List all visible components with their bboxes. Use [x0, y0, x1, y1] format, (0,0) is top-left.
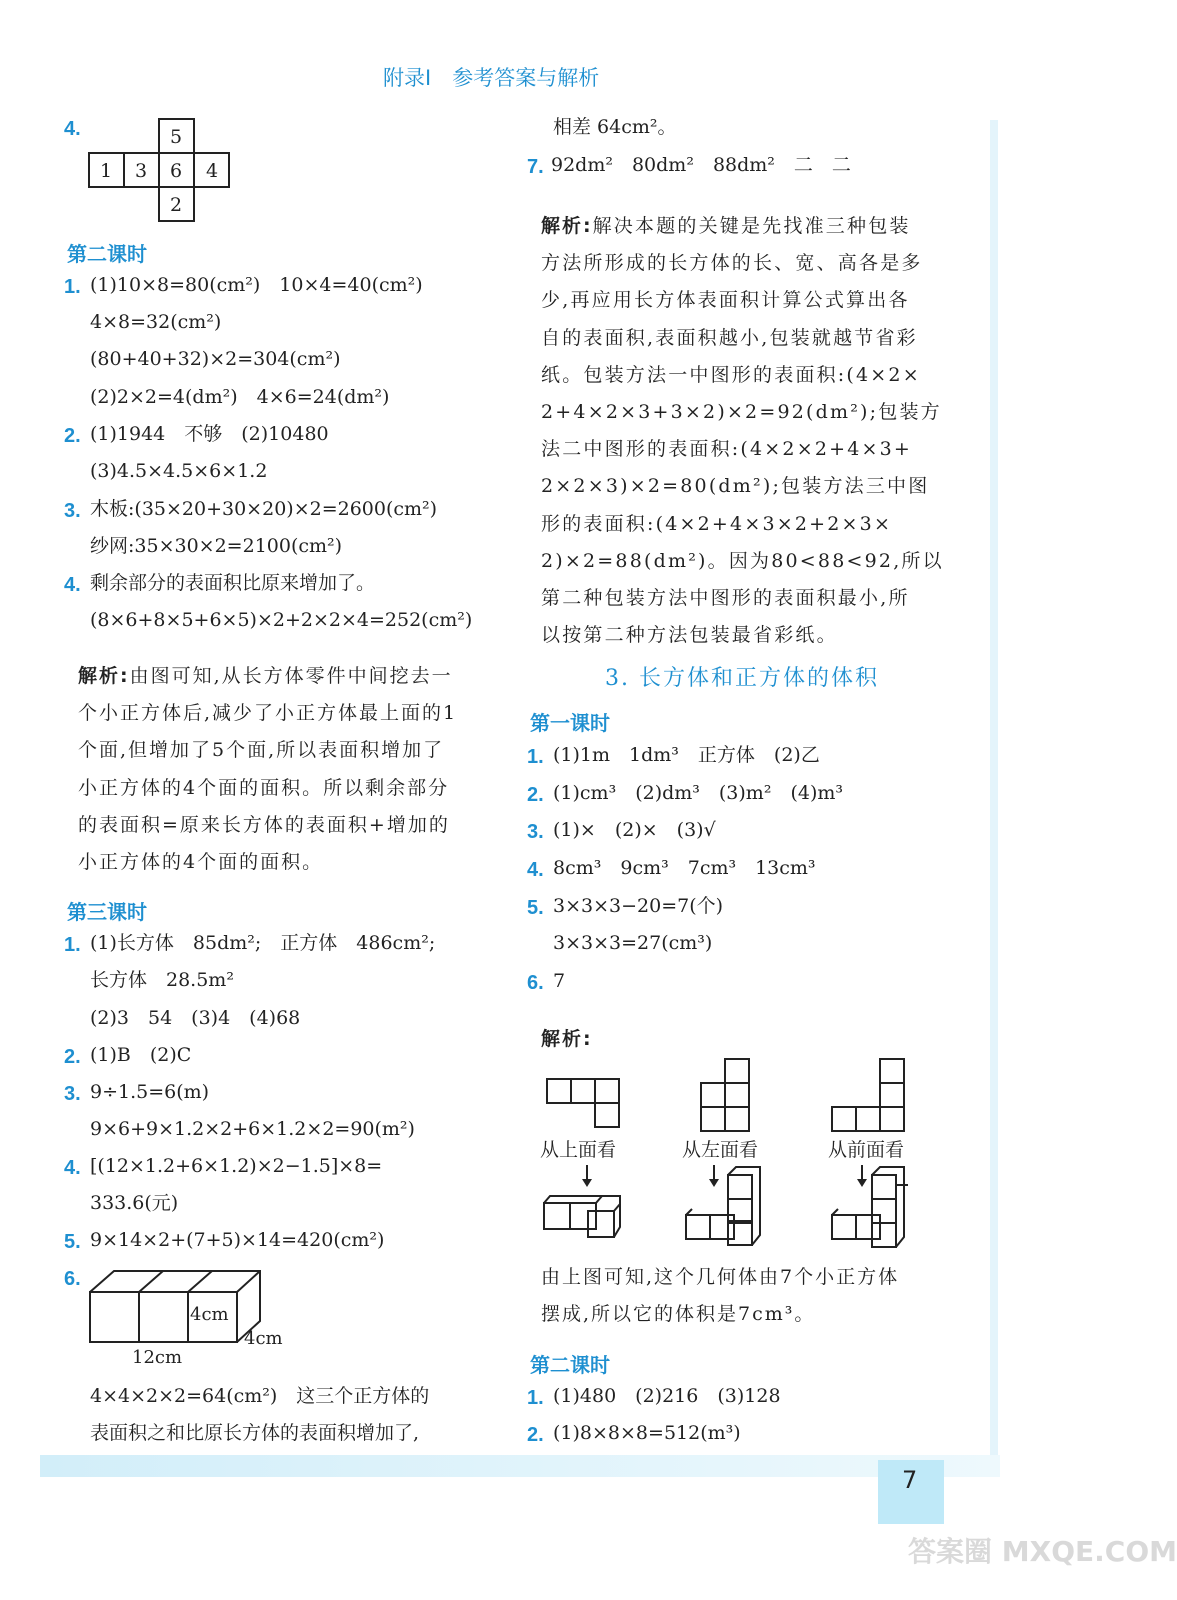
- explanation-line: [541, 394, 961, 431]
- explanation-line: [541, 506, 961, 543]
- explanation-line: [541, 245, 961, 282]
- page-header: 附录Ⅰ 参考答案与解析: [383, 66, 600, 90]
- explanation-text: 少,再应用长方体表面积计算公式算出各: [541, 289, 910, 312]
- three-views-figure: [536, 1055, 956, 1250]
- question-number: 4.: [64, 574, 81, 596]
- explanation-text: 小正方体的4个面的面积。: [78, 851, 324, 874]
- answer-line: 纱网:35×30×2=2100(cm²): [90, 535, 343, 557]
- left-view-grid: [701, 1059, 749, 1131]
- explanation-label: 解析:: [541, 215, 593, 237]
- net-label: 6: [169, 160, 183, 182]
- question-number: 4.: [64, 1157, 81, 1179]
- question-number: 3.: [64, 500, 81, 522]
- answer-line: 木板:(35×20+30×20)×2=2600(cm²): [90, 498, 438, 520]
- net-label: 5: [169, 126, 183, 148]
- answer-line: (1)1m 1dm³ 正方体 (2)乙: [553, 744, 820, 766]
- cube-net-figure: [88, 118, 233, 224]
- explanation-label: 解析:: [78, 665, 130, 687]
- answer-line: 4×8=32(cm²): [90, 311, 222, 333]
- explanation-text: 2)×2=88(dm²)。因为80<88<92,所以: [541, 549, 944, 572]
- cube-stack-front: [832, 1167, 908, 1247]
- answer-line: 4×4×2×2=64(cm²) 这三个正方体的: [90, 1385, 430, 1407]
- answer-line: (1)cm³ (2)dm³ (3)m² (4)m³: [553, 782, 843, 804]
- answer-line: (1)B (2)C: [90, 1044, 192, 1066]
- page-number: 7: [902, 1466, 918, 1494]
- net-label: 2: [169, 194, 183, 216]
- cuboid-height-label: 4cm: [190, 1304, 229, 1325]
- answer-line: (3)4.5×4.5×6×1.2: [90, 460, 268, 482]
- answer-line: (1)8×8×8=512(m³): [553, 1422, 741, 1444]
- question-number: 3.: [527, 821, 544, 843]
- question-number: 2.: [527, 1424, 544, 1446]
- explanation-text: 解决本题的关键是先找准三种包装: [592, 215, 911, 237]
- explanation-text: 2+4×2×3+3×2)×2=92(dm²);包装方: [541, 401, 942, 424]
- answer-line: 3×3×3=27(cm³): [553, 932, 713, 954]
- explanation-line: [78, 732, 498, 769]
- answer-line: 333.6(元): [90, 1192, 179, 1214]
- right-margin-band: [990, 120, 998, 1470]
- answer-line: 3×3×3−20=7(个): [553, 895, 724, 917]
- answer-line: (1)1944 不够 (2)10480: [90, 423, 329, 445]
- explanation-line: [541, 617, 961, 654]
- views-conclusion: 由上图可知,这个几何体由7个小正方体: [541, 1266, 900, 1288]
- explanation-text: 的表面积=原来长方体的表面积+增加的: [78, 813, 450, 836]
- net-label: 4: [205, 160, 219, 182]
- explanation-line: [78, 770, 498, 807]
- answer-line: (1)480 (2)216 (3)128: [553, 1385, 781, 1407]
- question-number: 1.: [527, 746, 544, 768]
- cube-stack-top: [544, 1196, 620, 1237]
- front-view-grid: [832, 1059, 904, 1131]
- explanation-line: [78, 844, 498, 881]
- explanation-line: [541, 320, 961, 357]
- section-title: 第三课时: [67, 900, 147, 924]
- views-label: 解析:: [541, 1028, 593, 1050]
- question-number: 2.: [64, 425, 81, 447]
- cuboid-figure: [86, 1268, 296, 1368]
- cuboid-width-label: 12cm: [132, 1347, 183, 1368]
- answer-line: (2)3 54 (3)4 (4)68: [90, 1007, 301, 1029]
- explanation-text: 形的表面积:(4×2+4×3×2+2×3×: [541, 512, 893, 535]
- question-number: 1.: [64, 934, 81, 956]
- answer-line: 表面积之和比原长方体的表面积增加了,: [90, 1422, 420, 1444]
- explanation-text: 由图可知,从长方体零件中间挖去一: [129, 665, 453, 687]
- net-label: 1: [99, 160, 113, 182]
- answer-line: (8×6+8×5+6×5)×2+2×2×4=252(cm²): [90, 609, 473, 631]
- section-title: 第二课时: [530, 1353, 610, 1377]
- question-number: 4.: [527, 859, 544, 881]
- explanation-line: [541, 468, 961, 505]
- question-number: 5.: [527, 897, 544, 919]
- left-explanation: [78, 658, 498, 881]
- explanation-text: 法二中图形的表面积:(4×2×2+4×3+: [541, 438, 913, 461]
- bottom-band: [40, 1455, 1000, 1477]
- front-view-caption: 从前面看: [828, 1139, 905, 1161]
- answer-line: 剩余部分的表面积比原来增加了。: [90, 572, 376, 594]
- answer-line: [(12×1.2+6×1.2)×2−1.5]×8=: [90, 1155, 383, 1177]
- answer-line: 9×14×2+(7+5)×14=420(cm²): [90, 1229, 385, 1251]
- answer-line: (1)10×8=80(cm²) 10×4=40(cm²): [90, 274, 423, 296]
- explanation-text: 小正方体的4个面的面积。所以剩余部分: [78, 776, 450, 799]
- explanation-text: 2×2×3)×2=80(dm²);包装方法三中图: [541, 475, 930, 498]
- question-number: 1.: [64, 276, 81, 298]
- question-number: 2.: [64, 1046, 81, 1068]
- explanation-text: 个面,但增加了5个面,所以表面积增加了: [78, 739, 445, 762]
- question-number: 6.: [527, 972, 544, 994]
- explanation-text: 第二种包装方法中图形的表面积最小,所: [541, 587, 910, 610]
- cuboid-depth-label: 4cm: [244, 1328, 283, 1349]
- section-title: 第二课时: [67, 242, 147, 266]
- question-number: 7.: [527, 156, 544, 178]
- top-view-grid: [547, 1079, 619, 1127]
- right-explanation: [541, 208, 961, 654]
- explanation-line: [541, 357, 961, 394]
- chapter-title: 3. 长方体和正方体的体积: [605, 666, 879, 691]
- question-number: 2.: [527, 784, 544, 806]
- question-number: 5.: [64, 1231, 81, 1253]
- answer-line: (1)× (2)× (3)√: [553, 819, 716, 841]
- explanation-line: [78, 807, 498, 844]
- answer-line: (2)2×2=4(dm²) 4×6=24(dm²): [90, 386, 390, 408]
- explanation-text: 以按第二种方法包装最省彩纸。: [541, 624, 838, 647]
- explanation-text: 纸。包装方法一中图形的表面积:(4×2×: [541, 363, 921, 386]
- explanation-line: [78, 658, 498, 695]
- explanation-text: 方法所形成的长方体的长、宽、高各是多: [541, 252, 923, 275]
- answer-line: 9×6+9×1.2×2+6×1.2×2=90(m²): [90, 1118, 415, 1140]
- answer-line: 相差 64cm²。: [553, 116, 677, 138]
- explanation-line: [541, 543, 961, 580]
- question-number: 3.: [64, 1083, 81, 1105]
- answer-line: 7: [553, 970, 566, 992]
- top-view-caption: 从上面看: [540, 1139, 617, 1161]
- explanation-text: 自的表面积,表面积越小,包装就越节省彩: [541, 326, 918, 349]
- explanation-line: [541, 282, 961, 319]
- question-number: 1.: [527, 1387, 544, 1409]
- answer-line: (1)长方体 85dm²; 正方体 486cm²;: [90, 932, 436, 954]
- explanation-text: 个小正方体后,减少了小正方体最上面的1: [78, 702, 458, 725]
- explanation-line: [541, 580, 961, 617]
- answer-line: 长方体 28.5m²: [90, 969, 234, 991]
- answer-line: 9÷1.5=6(m): [90, 1081, 210, 1103]
- watermark: 答案圈 MXQE.COM: [908, 1535, 1177, 1568]
- section-title: 第一课时: [530, 711, 610, 735]
- net-label: 3: [134, 160, 148, 182]
- answer-line: (80+40+32)×2=304(cm²): [90, 348, 341, 370]
- explanation-line: [541, 431, 961, 468]
- question-number: 4.: [64, 118, 81, 140]
- answer-line: 92dm² 80dm² 88dm² 二 二: [551, 154, 851, 176]
- cube-stack-left: [686, 1167, 760, 1245]
- question-number: 6.: [64, 1268, 81, 1290]
- explanation-line: [78, 695, 498, 732]
- answer-line: 8cm³ 9cm³ 7cm³ 13cm³: [553, 857, 816, 879]
- left-view-caption: 从左面看: [682, 1139, 759, 1161]
- views-conclusion: 摆成,所以它的体积是7cm³。: [541, 1303, 816, 1325]
- explanation-line: [541, 208, 961, 245]
